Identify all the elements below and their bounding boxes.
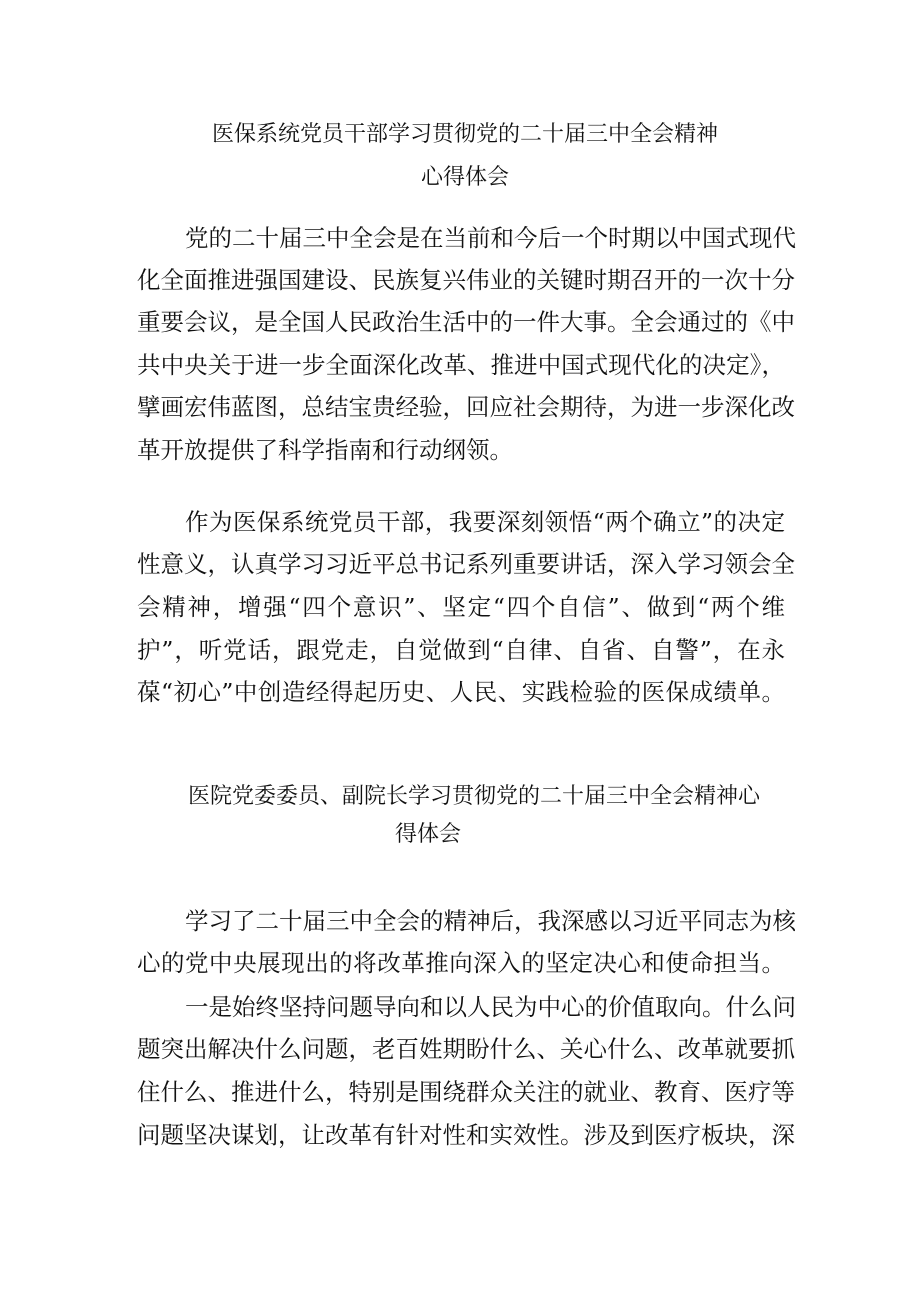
paragraph-line: 问题坚决谋划，让改革有针对性和实效性。涉及到医疗板块，深: [137, 1121, 795, 1149]
section-2-title-line-1: 医院党委委员、副院长学习贯彻党的二十届三中全会精神心: [188, 784, 761, 809]
paragraph-line: 共中央关于进一步全面深化改革、推进中国式现代化的决定》，: [137, 351, 785, 379]
paragraph-line: 葆“初心”中创造经得起历史、人民、实践检验的医保成绩单。: [137, 678, 785, 706]
paragraph-line: 心的党中央展现出的将改革推向深入的坚定决心和使命担当。: [137, 949, 785, 977]
paragraph-line: 住什么、推进什么，特别是围绕群众关注的就业、教育、医疗等: [137, 1078, 795, 1106]
paragraph-line: 会精神，增强“四个意识”、坚定“四个自信”、做到“两个维: [137, 593, 785, 621]
paragraph-line: 学习了二十届三中全会的精神后，我深感以习近平同志为核: [185, 907, 796, 935]
section-2-title-line-2: 得体会: [394, 822, 461, 847]
section-1-title-line-1: 医保系统党员干部学习贯彻党的二十届三中全会精神: [211, 122, 718, 147]
paragraph-line: 作为医保系统党员干部，我要深刻领悟“两个确立”的决定: [185, 508, 785, 536]
paragraph-line: 题突出解决什么问题，老百姓期盼什么、关心什么、改革就要抓: [137, 1035, 795, 1063]
paragraph-line: 一是始终坚持问题导向和以人民为中心的价值取向。什么问: [185, 993, 796, 1021]
paragraph-line: 革开放提供了科学指南和行动纲领。: [137, 436, 513, 464]
paragraph-line: 重要会议，是全国人民政治生活中的一件大事。全会通过的《中: [137, 308, 795, 336]
paragraph-line: 擘画宏伟蓝图，总结宝贵经验，回应社会期待，为进一步深化改: [137, 393, 795, 421]
paragraph-line: 化全面推进强国建设、民族复兴伟业的关键时期召开的一次十分: [137, 266, 795, 294]
paragraph-line: 性意义，认真学习习近平总书记系列重要讲话，深入学习领会全: [137, 550, 795, 578]
paragraph-line: 护”，听党话，跟党走，自觉做到“自律、自省、自警”，在永: [137, 636, 785, 664]
section-1-title-line-2: 心得体会: [420, 165, 509, 190]
paragraph-line: 党的二十届三中全会是在当前和今后一个时期以中国式现代: [185, 224, 796, 252]
